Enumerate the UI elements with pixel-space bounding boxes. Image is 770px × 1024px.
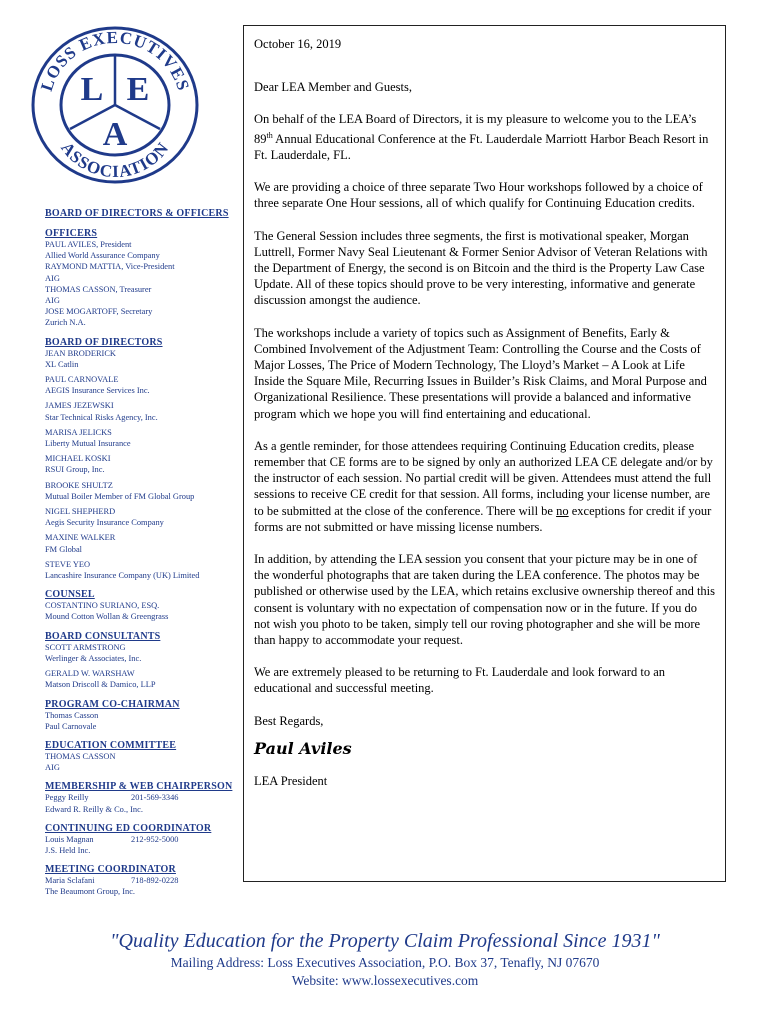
program-line: Paul Carnovale [45,721,97,731]
letter-paragraph-4: The workshops include a variety of topics such as Assignment of Benefits, Early & Combined Involvement of the Adjustment Team: Controlling the Course and the Costs of Major Losses, The Price of Modern Technology, The Lloyd’s Market – A Look at Life Inside the Square Mile, Recurring Issues in Builder’s Risk Claims, and Moral Purpose and Organizational Resilience. These presentations will provide a balanced and informative program which we hope you will find entertaining and educational. [254,325,707,421]
consultant-company: Matson Driscoll & Damico, LLP [45,680,156,690]
program-section [45,699,245,732]
member-name: MAXINE WALKER [45,533,116,543]
board-member [45,532,245,554]
education-section [45,740,245,773]
meeting-name: Maria Sclafani [45,876,95,886]
logo-ring-text-top: LOSS EXECUTIVES [36,27,194,94]
officers-heading: OFFICERS [45,228,98,239]
page-footer [0,930,770,989]
officer-line: AIG [45,296,60,306]
p5-text-b: exceptions for credit if your forms are not submitted or have missing license numbers. [254,503,712,534]
consultants-section [45,631,245,691]
member-company: XL Catlin [45,359,79,369]
meeting-contact [45,875,245,886]
consultant [45,668,245,690]
p1-text-a: On behalf of the LEA Board of Directors, it is my pleasure to welcome you to the LEA’s 89 [254,112,697,146]
board-member [45,374,245,396]
sidebar-title: BOARD OF DIRECTORS & OFFICERS [45,208,229,219]
continuing-name: Louis Magnan [45,834,94,844]
consultants-heading: BOARD CONSULTANTS [45,630,161,642]
member-name: JAMES JEZEWSKI [45,401,114,411]
meeting-phone: 718-892-0228 [131,876,179,886]
member-name: MARISA JELICKS [45,427,112,437]
member-company: AEGIS Insurance Services Inc. [45,386,150,396]
continuing-phone: 212-952-5000 [131,834,179,844]
officer-line: RAYMOND MATTIA, Vice-President [45,262,175,272]
signer-title: LEA President [254,774,328,789]
education-line: THOMAS CASSON [45,751,116,761]
logo-letter-l: L [80,71,104,108]
member-company: Liberty Mutual Insurance [45,439,131,449]
member-company: Mutual Boiler Member of FM Global Group [45,491,195,501]
officer-line: Zurich N.A. [45,318,86,328]
education-line: AIG [45,763,60,773]
membership-name: Peggy Reilly [45,793,89,803]
letter-paragraph-6: In addition, by attending the LEA session you consent that your picture may be in one of the wonderful photographs that are taken during the LEA conference. The photos may be published or otherwise used by the LEA, which retains exclusive ownership thereof and this consent is voluntary with no expectation of compensation now or in the future. If you do not wish you photo to be taken, simply tell our roving photographer and she will be more than happy to accommodate your request. [254,552,715,648]
letter-paragraph-2: We are providing a choice of three separate Two Hour workshops followed by a choice of three separate One Hour sessions, all of which qualify for Continuing Education credits. [254,180,703,211]
board-section [45,337,245,582]
counsel-line: COSTANTINO SURIANO, ESQ. [45,601,160,611]
member-company: Lancashire Insurance Company (UK) Limited [45,571,200,581]
meeting-section [45,864,245,897]
footer-website: Website: www.lossexecutives.com [291,973,479,988]
officers-section [45,228,245,329]
footer-quote: "Quality Education for the Property Claim Professional Since 1931" [110,930,660,952]
board-heading: BOARD OF DIRECTORS [45,336,163,348]
board-member [45,559,245,581]
consultant-name: SCOTT ARMSTRONG [45,642,126,652]
board-member [45,427,245,449]
member-name: NIGEL SHEPHERD [45,507,116,517]
officer-line: PAUL AVILES, President [45,240,132,249]
board-member [45,348,245,370]
education-heading: EDUCATION COMMITTEE [45,739,177,751]
membership-contact [45,792,245,803]
lea-logo [30,25,200,185]
letter-salutation: Dear LEA Member and Guests, [254,80,412,95]
logo-letter-a: A [102,116,128,153]
consultant-name: GERALD W. WARSHAW [45,669,135,679]
member-company: FM Global [45,544,82,554]
signature: Paul Aviles [254,738,352,758]
letter-paragraph-3: The General Session includes three segments, the first is motivational speaker, Morgan Luttrell, Former Navy Seal Lieutenant & Former Senior Advisor of Veteran Relations with the Department of Energy, the second is on Bitcoin and the third is the Property Law Case Update. All of these topics should prove to be very interesting, informative and generate discussion amongst the audience. [254,228,708,308]
board-member [45,480,245,502]
member-company: Star Technical Risks Agency, Inc. [45,412,158,422]
officer-line: AIG [45,273,60,283]
program-heading: PROGRAM CO-CHAIRMAN [45,698,180,710]
officer-line: JOSE MOGARTOFF, Secretary [45,307,153,317]
p1-text-b: Annual Educational Conference at the Ft. Lauderdale Marriott Harbor Beach Resort in Ft. Lauderdale, FL. [254,131,709,162]
member-company: RSUI Group, Inc. [45,465,105,475]
footer-address: Mailing Address: Loss Executives Association, P.O. Box 37, Tenafly, NJ 07670 [170,955,600,970]
counsel-line: Mound Cotton Wollan & Greengrass [45,612,169,622]
membership-heading: MEMBERSHIP & WEB CHAIRPERSON [45,781,233,793]
welcome-letter [243,25,726,882]
counsel-section [45,589,245,622]
member-name: BROOKE SHULTZ [45,480,113,490]
p5-text-a: As a gentle reminder, for those attendees requiring Continuing Education credits, please remember that CE forms are to be signed by only an authorized LEA CE delegate and/or by the instructor of each session. No partial credit will be given. Attendees must attend the full sessions to receive CE credit for that session. All forms, including your license number, are to be submitted at the close of the conference. There will be [254,438,713,518]
letter-paragraph-7: We are extremely pleased to be returning to Ft. Lauderdale and look forward to an educational and successful meeting. [254,665,665,696]
letter-date: October 16, 2019 [254,37,342,51]
membership-section [45,781,245,814]
p1-superscript: th [266,130,273,140]
p5-underlined: no [556,503,569,518]
member-name: MICHAEL KOSKI [45,454,111,464]
member-name: STEVE YEO [45,559,91,569]
continuing-company: J.S. Held Inc. [45,845,91,855]
membership-company: Edward R. Reilly & Co., Inc. [45,804,143,814]
program-line: Thomas Casson [45,710,99,720]
consultant [45,642,245,664]
member-name: PAUL CARNOVALE [45,375,119,385]
letter-paragraph-5 [254,438,715,535]
meeting-heading: MEETING COORDINATOR [45,864,176,876]
letter-closing: Best Regards, [254,713,324,728]
membership-phone: 201-569-3346 [131,793,179,803]
member-company: Aegis Security Insurance Company [45,518,164,528]
officer-line: THOMAS CASSON, Treasurer [45,284,152,294]
continuing-section [45,823,245,856]
logo-letter-e: E [126,71,150,108]
letter-paragraph-1 [254,111,715,163]
meeting-company: The Beaumont Group, Inc. [45,887,136,897]
continuing-heading: CONTINUING ED COORDINATOR [45,822,212,834]
continuing-contact [45,834,245,845]
officer-line: Allied World Assurance Company [45,251,160,261]
board-member [45,506,245,528]
counsel-heading: COUNSEL [45,589,95,601]
consultant-company: Werlinger & Associates, Inc. [45,653,142,663]
board-sidebar [45,208,245,906]
board-member [45,453,245,475]
member-name: JEAN BRODERICK [45,348,116,358]
board-member [45,400,245,422]
logo-ring-text-bottom: ASSOCIATION [57,138,173,182]
